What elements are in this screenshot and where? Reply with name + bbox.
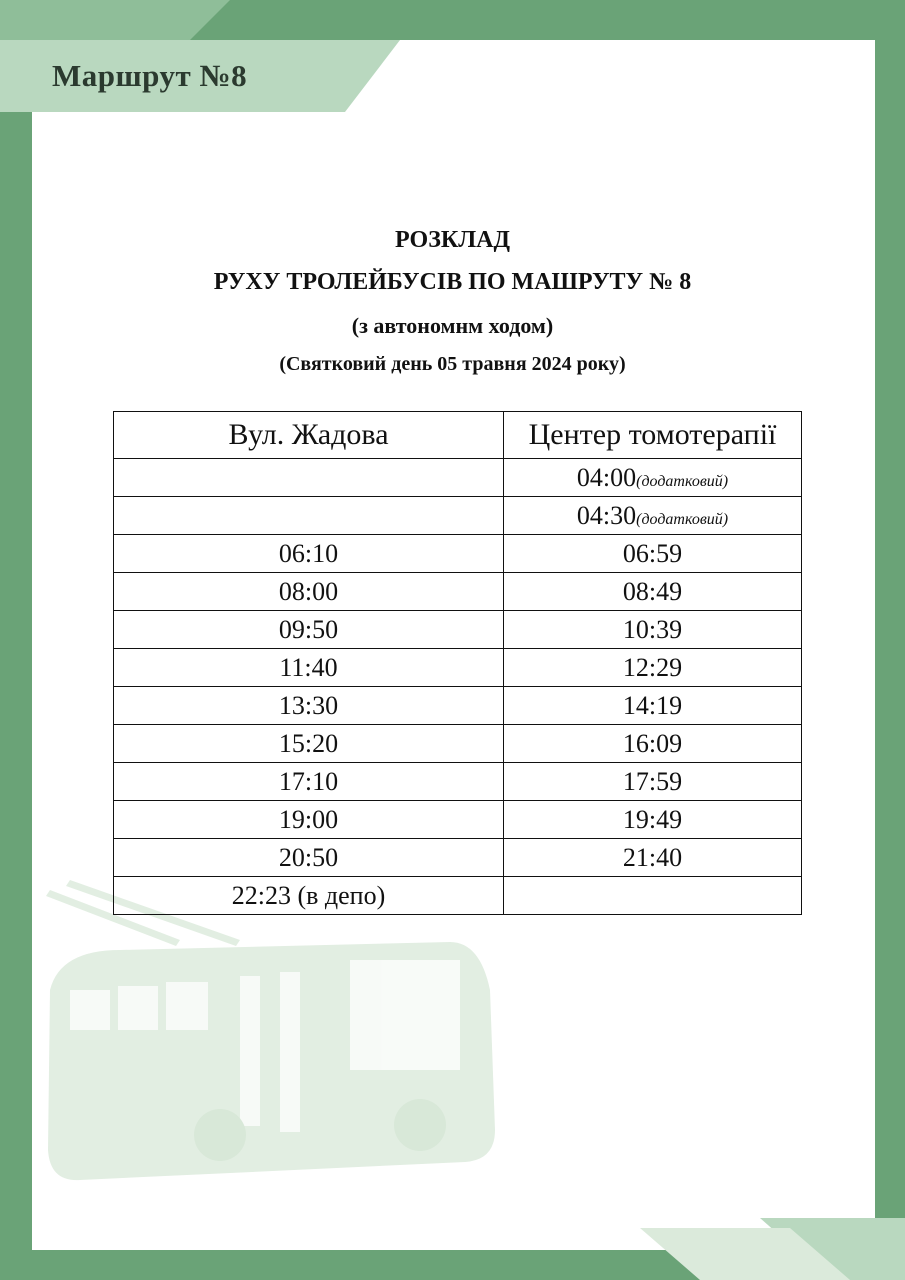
cell-to: 12:29 <box>504 649 802 687</box>
table-row <box>114 801 802 839</box>
table-row <box>114 725 802 763</box>
table-row <box>114 573 802 611</box>
table-row <box>114 763 802 801</box>
table-row <box>114 611 802 649</box>
cell-from: 08:00 <box>114 573 504 611</box>
title-line-3: (з автономнм ходом) <box>351 313 554 338</box>
cell-to: 06:59 <box>504 535 802 573</box>
table-row <box>114 535 802 573</box>
cell-from-empty <box>114 497 504 535</box>
cell-to: 10:39 <box>504 611 802 649</box>
table-row <box>114 687 802 725</box>
title-block <box>0 222 905 380</box>
schedule-table <box>113 411 802 915</box>
cell-to: 16:09 <box>504 725 802 763</box>
column-header-tomotherapy: Центер томотерапії <box>504 412 802 459</box>
cell-to: 17:59 <box>504 763 802 801</box>
cell-from: 06:10 <box>114 535 504 573</box>
table-row <box>114 497 802 535</box>
route-label: Маршрут №8 <box>52 58 248 93</box>
extra-note: (додатковий) <box>636 472 729 490</box>
title-line-4: (Святковий день 05 травня 2024 року) <box>279 353 626 375</box>
cell-from: 15:20 <box>114 725 504 763</box>
cell-from-empty <box>114 459 504 497</box>
time-value: 04:00 <box>576 462 637 492</box>
cell-from: 20:50 <box>114 839 504 877</box>
column-header-zhadova: Вул. Жадова <box>114 412 504 459</box>
title-line-2: РУХУ ТРОЛЕЙБУСІВ ПО МАШРУТУ № 8 <box>213 269 692 295</box>
table-row <box>114 877 802 915</box>
cell-from: 22:23 (в депо) <box>114 877 504 915</box>
cell-to: 14:19 <box>504 687 802 725</box>
cell-to: 08:49 <box>504 573 802 611</box>
trolleybus-icon <box>40 880 560 1220</box>
cell-from: 09:50 <box>114 611 504 649</box>
table-header-row <box>114 412 802 459</box>
table-row <box>114 649 802 687</box>
table-row <box>114 459 802 497</box>
cell-to: 19:49 <box>504 801 802 839</box>
cell-from: 19:00 <box>114 801 504 839</box>
cell-from: 17:10 <box>114 763 504 801</box>
cell-from: 11:40 <box>114 649 504 687</box>
extra-note: (додатковий) <box>636 510 729 528</box>
cell-to <box>504 877 802 915</box>
title-line-1: РОЗКЛАД <box>395 227 510 253</box>
cell-to-extra <box>504 459 802 497</box>
time-value: 04:30 <box>576 500 637 530</box>
corner-decoration <box>640 1210 905 1280</box>
cell-to: 21:40 <box>504 839 802 877</box>
cell-from: 13:30 <box>114 687 504 725</box>
cell-to-extra <box>504 497 802 535</box>
table-row <box>114 839 802 877</box>
